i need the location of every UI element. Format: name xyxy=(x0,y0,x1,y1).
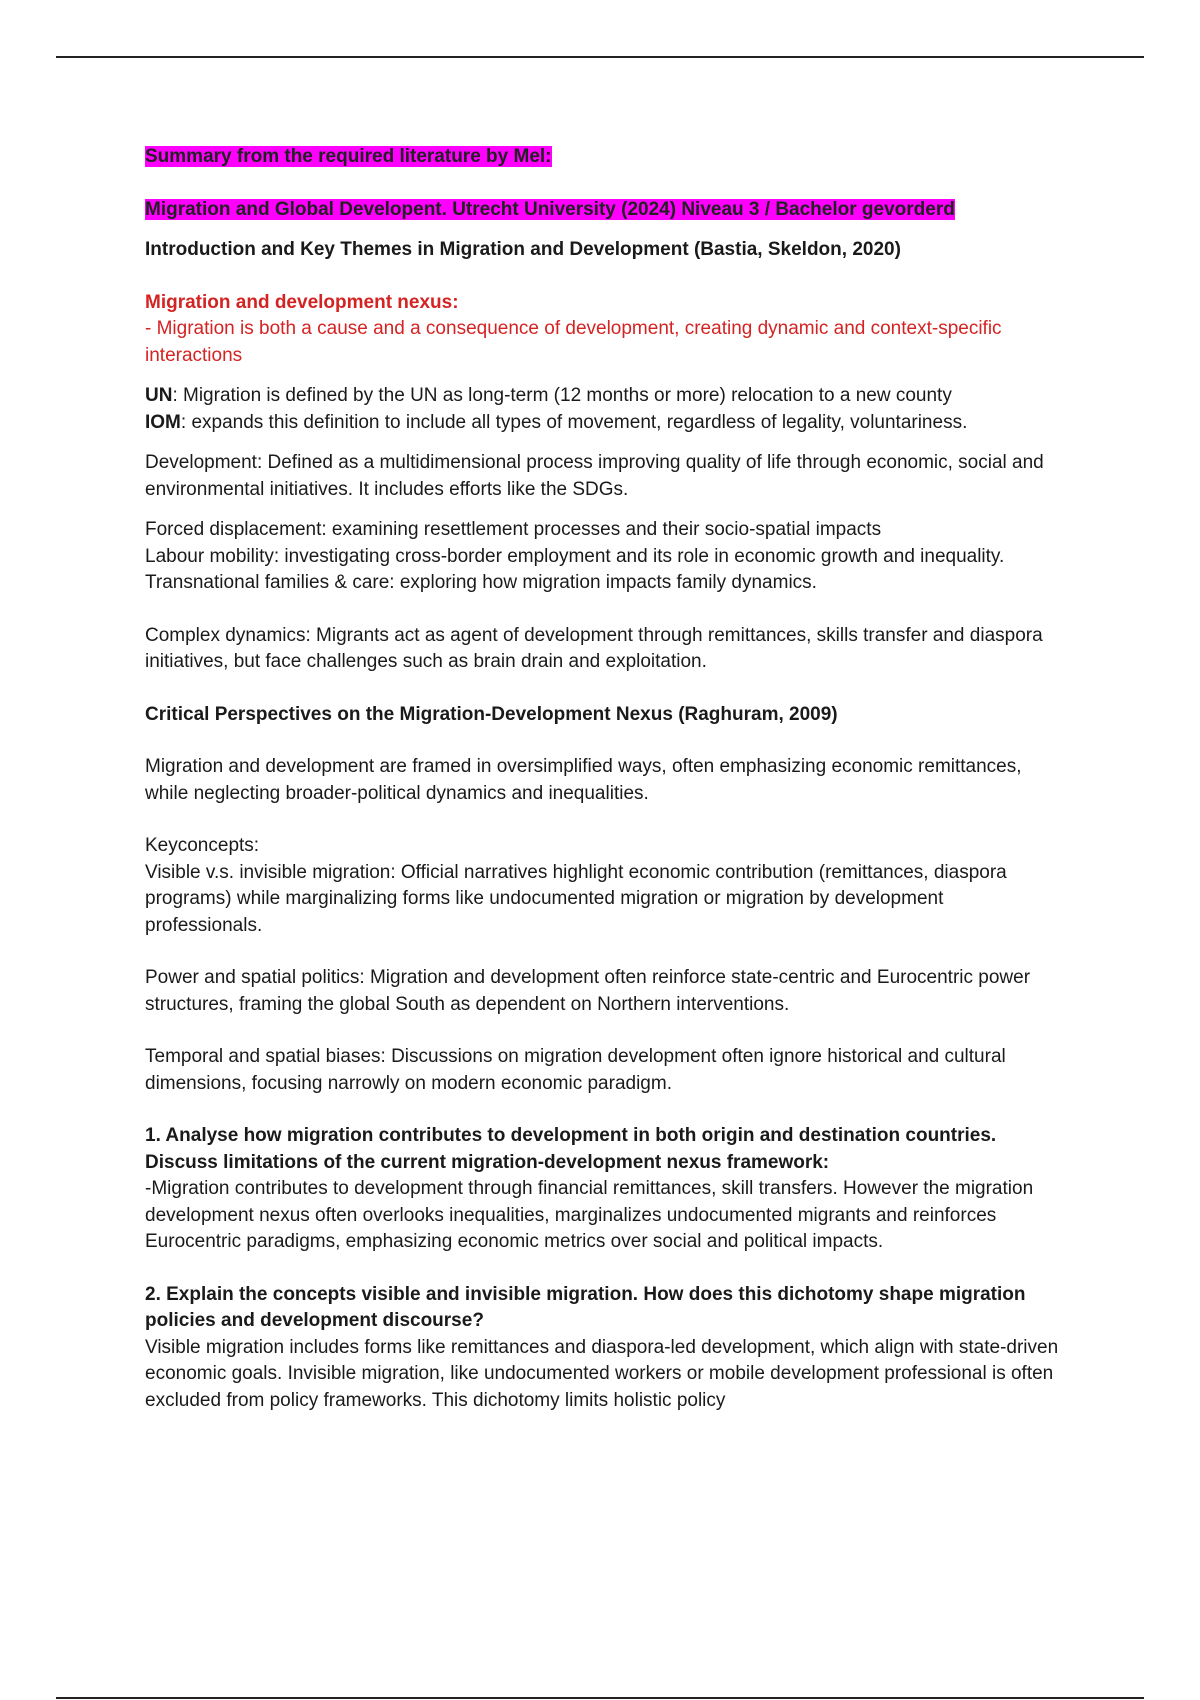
highlighted-title: Summary from the required literature by Mel: xyxy=(145,146,552,167)
bottom-rule xyxy=(56,1697,1144,1699)
transnational-families: Transnational families & care: exploring how migration impacts family dynamics. xyxy=(145,572,817,593)
top-rule xyxy=(56,56,1144,58)
nexus-text: - Migration is both a cause and a consequence of development, creating dynamic and context-specific interactions xyxy=(145,318,1002,366)
un-definition xyxy=(145,383,1065,410)
visible-invisible-concept: Visible v.s. invisible migration: Official narratives highlight economic contribution (remittances, diaspora programs) while marginalizing forms like undocumented migration or migration by development professionals. xyxy=(145,861,1007,936)
highlighted-course: Migration and Global Developent. Utrecht University (2024) Niveau 3 / Bachelor gevorderd xyxy=(145,198,955,220)
section1-title: Introduction and Key Themes in Migration and Development (Bastia, Skeldon, 2020) xyxy=(145,239,901,260)
labour-mobility: Labour mobility: investigating cross-border employment and its role in economic growth and inequality. xyxy=(145,545,1005,567)
un-text: : Migration is defined by the UN as long-term (12 months or more) relocation to a new county xyxy=(172,385,952,406)
nexus-heading: Migration and development nexus: xyxy=(145,291,459,313)
iom-text: : expands this definition to include all types of movement, regardless of legality, voluntariness. xyxy=(180,411,968,433)
power-spatial-concept: Power and spatial politics: Migration and development often reinforce state-centric and Eurocentric power structures, framing the global South as dependent on Northern interventions. xyxy=(145,967,1031,1015)
question-2: 2. Explain the concepts visible and invisible migration. How does this dichotomy shape migration policies and development discourse? xyxy=(145,1283,1026,1331)
iom-definition xyxy=(145,410,1065,437)
summary-heading xyxy=(145,144,1065,171)
complex-dynamics: Complex dynamics: Migrants act as agent of development through remittances, skills transfer and diaspora initiatives, but face challenges such as brain drain and exploitation. xyxy=(145,624,1043,672)
answer-1: -Migration contributes to development through financial remittances, skill transfers. However the migration development nexus often overlooks inequalities, marginalizes undocumented migrants and reinforces Eurocentric paradigms, emphasizing economic metrics over social and political impacts. xyxy=(145,1178,1034,1252)
temporal-spatial-concept: Temporal and spatial biases: Discussions on migration development often ignore historical and cultural dimensions, focusing narrowly on modern economic paradigm. xyxy=(145,1046,1006,1094)
course-heading xyxy=(145,197,1065,224)
section2-intro: Migration and development are framed in oversimplified ways, often emphasizing economic remittances, while neglecting broader-political dynamics and inequalities. xyxy=(145,756,1022,804)
question-1: 1. Analyse how migration contributes to development in both origin and destination countries. Discuss limitations of the current migration-development nexus framework: xyxy=(145,1125,997,1173)
forced-displacement: Forced displacement: examining resettlement processes and their socio-spatial impacts xyxy=(145,519,882,540)
iom-label: IOM xyxy=(145,411,181,433)
section2-title: Critical Perspectives on the Migration-Development Nexus (Raghuram, 2009) xyxy=(145,703,838,725)
answer-2: Visible migration includes forms like remittances and diaspora-led development, which align with state-driven economic goals. Invisible migration, like undocumented workers or mobile development professional is often excluded from policy frameworks. This dichotomy limits holistic policy xyxy=(145,1336,1059,1411)
document-body xyxy=(145,144,1065,1414)
keyconcepts-label: Keyconcepts: xyxy=(145,835,260,856)
un-label: UN xyxy=(145,385,173,406)
development-definition: Development: Defined as a multidimensional process improving quality of life through economic, social and environmental initiatives. It includes efforts like the SDGs. xyxy=(145,452,1044,500)
